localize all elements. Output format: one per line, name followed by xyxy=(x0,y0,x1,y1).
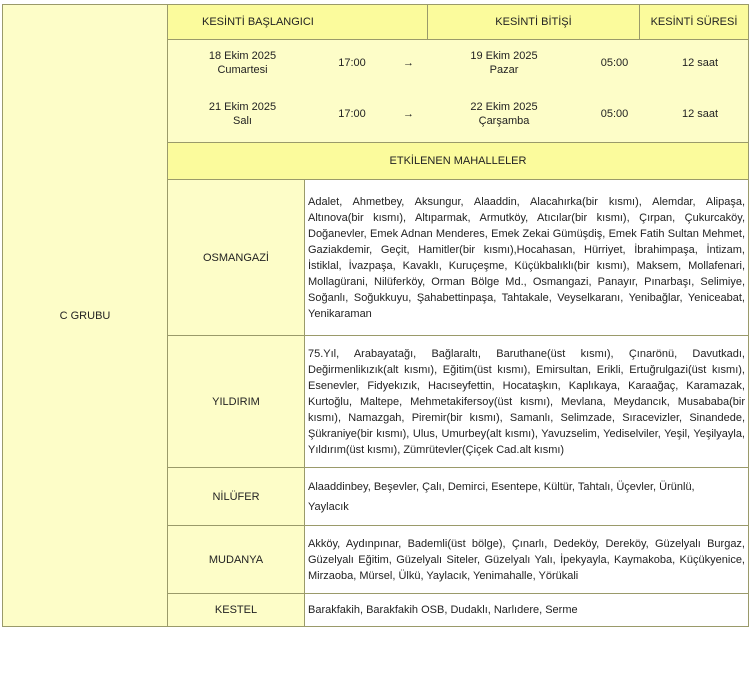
duration: 12 saat xyxy=(681,108,719,120)
district-name: NİLÜFER xyxy=(168,468,305,526)
end-day: Çarşamba xyxy=(478,115,530,127)
end-day: Pazar xyxy=(489,64,519,76)
end-date: 22 Ekim 2025 xyxy=(470,101,538,113)
end-date: 19 Ekim 2025 xyxy=(470,50,538,62)
start-date-cell xyxy=(168,40,317,86)
district-neighborhoods: Adalet, Ahmetbey, Aksungur, Alaaddin, Alacahırka(bir kısmı), Alemdar, Alipaşa, Altınova(bir kısmı), Altıparmak, Armutköy, Atıcılar(bir kısmı), Çırpan, Çukurcaköy, Doğanevler, Emek Adnan Menderes, Emek Zekai Gümüşdiş, Emek Fatih Sultan Mehmet, Gaziakdemir, Geçit, Hamitler(bir kısmı),Hocahasan, Hürriyet, İbrahimpaşa, İntizam, İstiklal, İvazpaşa, Kavaklı, Kuruçeşme, Küçükbalıklı(bir kısmı), Maksem, Mollafenari, Mollagürani, Nilüferköy, Orman Bölge Md., Osmangazi, Panayır, Pınarbaşı, Selimiye, Soğanlı, Soğukkuyu, Şahabettinpaşa, Tahtakale, Veyselkaranı, Yenibağlar, Yeniceabat, Yenikaraman xyxy=(305,180,749,336)
district-neighborhoods: Barakfakih, Barakfakih OSB, Dudaklı, Narlıdere, Serme xyxy=(305,594,749,627)
power-outage-table xyxy=(2,4,749,627)
district-name: YILDIRIM xyxy=(168,336,305,468)
affected-neighborhoods-title: ETKİLENEN MAHALLELER xyxy=(168,143,749,180)
end-time: 05:00 xyxy=(600,57,629,69)
end-date-cell xyxy=(430,86,578,142)
end-time: 05:00 xyxy=(600,108,629,120)
start-date-cell xyxy=(168,86,317,142)
district-name: MUDANYA xyxy=(168,526,305,594)
header-duration: KESİNTİ SÜRESİ xyxy=(640,5,749,40)
district-name: KESTEL xyxy=(168,594,305,627)
start-day: Cumartesi xyxy=(217,64,268,76)
start-time: 17:00 xyxy=(338,57,366,69)
start-date: 18 Ekim 2025 xyxy=(208,50,277,62)
start-date: 21 Ekim 2025 xyxy=(208,101,277,113)
group-cell xyxy=(3,5,168,627)
district-neighborhoods: 75.Yıl, Arabayatağı, Bağlaraltı, Baruthane(üst kısmı), Çınarönü, Davutkadı, Değirmenlikızık(alt kısmı), Eğitim(üst kısmı), Emirsultan, Erikli, Ertuğrulgazi(üst kısmı), Esenevler, Fidyekızık, Hacıseyfettin, Hocataşkın, Kaplıkaya, Karaağaç, Karamazak, Kurtoğlu, Maltepe, Mehmetakifersoy(üst kısmı), Mevlana, Meydancık, Musababa(bir kısmı), Namazgah, Piremir(bir kısmı), Samanlı, Selimzade, Sıracevizler, Sinandede, Şükraniye(bir kısmı), Ulus, Umurbey(alt kısmı), Yavuzselim, Yediselviler, Yeşil, Yeşilyayla, Yıldırım(üst kısmı), Zümrütevler(Çiçek Cad.alt kısmı) xyxy=(305,336,749,468)
district-name: OSMANGAZİ xyxy=(168,180,305,336)
end-date-cell xyxy=(430,40,578,86)
duration: 12 saat xyxy=(681,57,719,69)
arrow: → xyxy=(403,108,414,120)
group-label: C GRUBU xyxy=(59,309,111,322)
arrow: → xyxy=(403,57,414,69)
start-time: 17:00 xyxy=(338,108,366,120)
district-neighborhoods: Akköy, Aydınpınar, Bademli(üst bölge), Çınarlı, Dedeköy, Dereköy, Güzelyalı Burgaz, Güzelyalı Eğitim, Güzelyalı Siteler, Güzelyalı Yalı, İpekyayla, Kaymakoba, Küçükyenice, Mirzaoba, Mürsel, Ülkü, Yaylacık, Yenimahalle, Yörükali xyxy=(305,526,749,594)
start-day: Salı xyxy=(233,115,252,127)
header-start: KESİNTİ BAŞLANGICI xyxy=(168,5,428,40)
header-end: KESİNTİ BİTİŞİ xyxy=(428,5,640,40)
district-neighborhoods: Alaaddinbey, Beşevler, Çalı, Demirci, Esentepe, Kültür, Tahtalı, Üçevler, Ürünlü, Yaylacık xyxy=(305,468,749,526)
